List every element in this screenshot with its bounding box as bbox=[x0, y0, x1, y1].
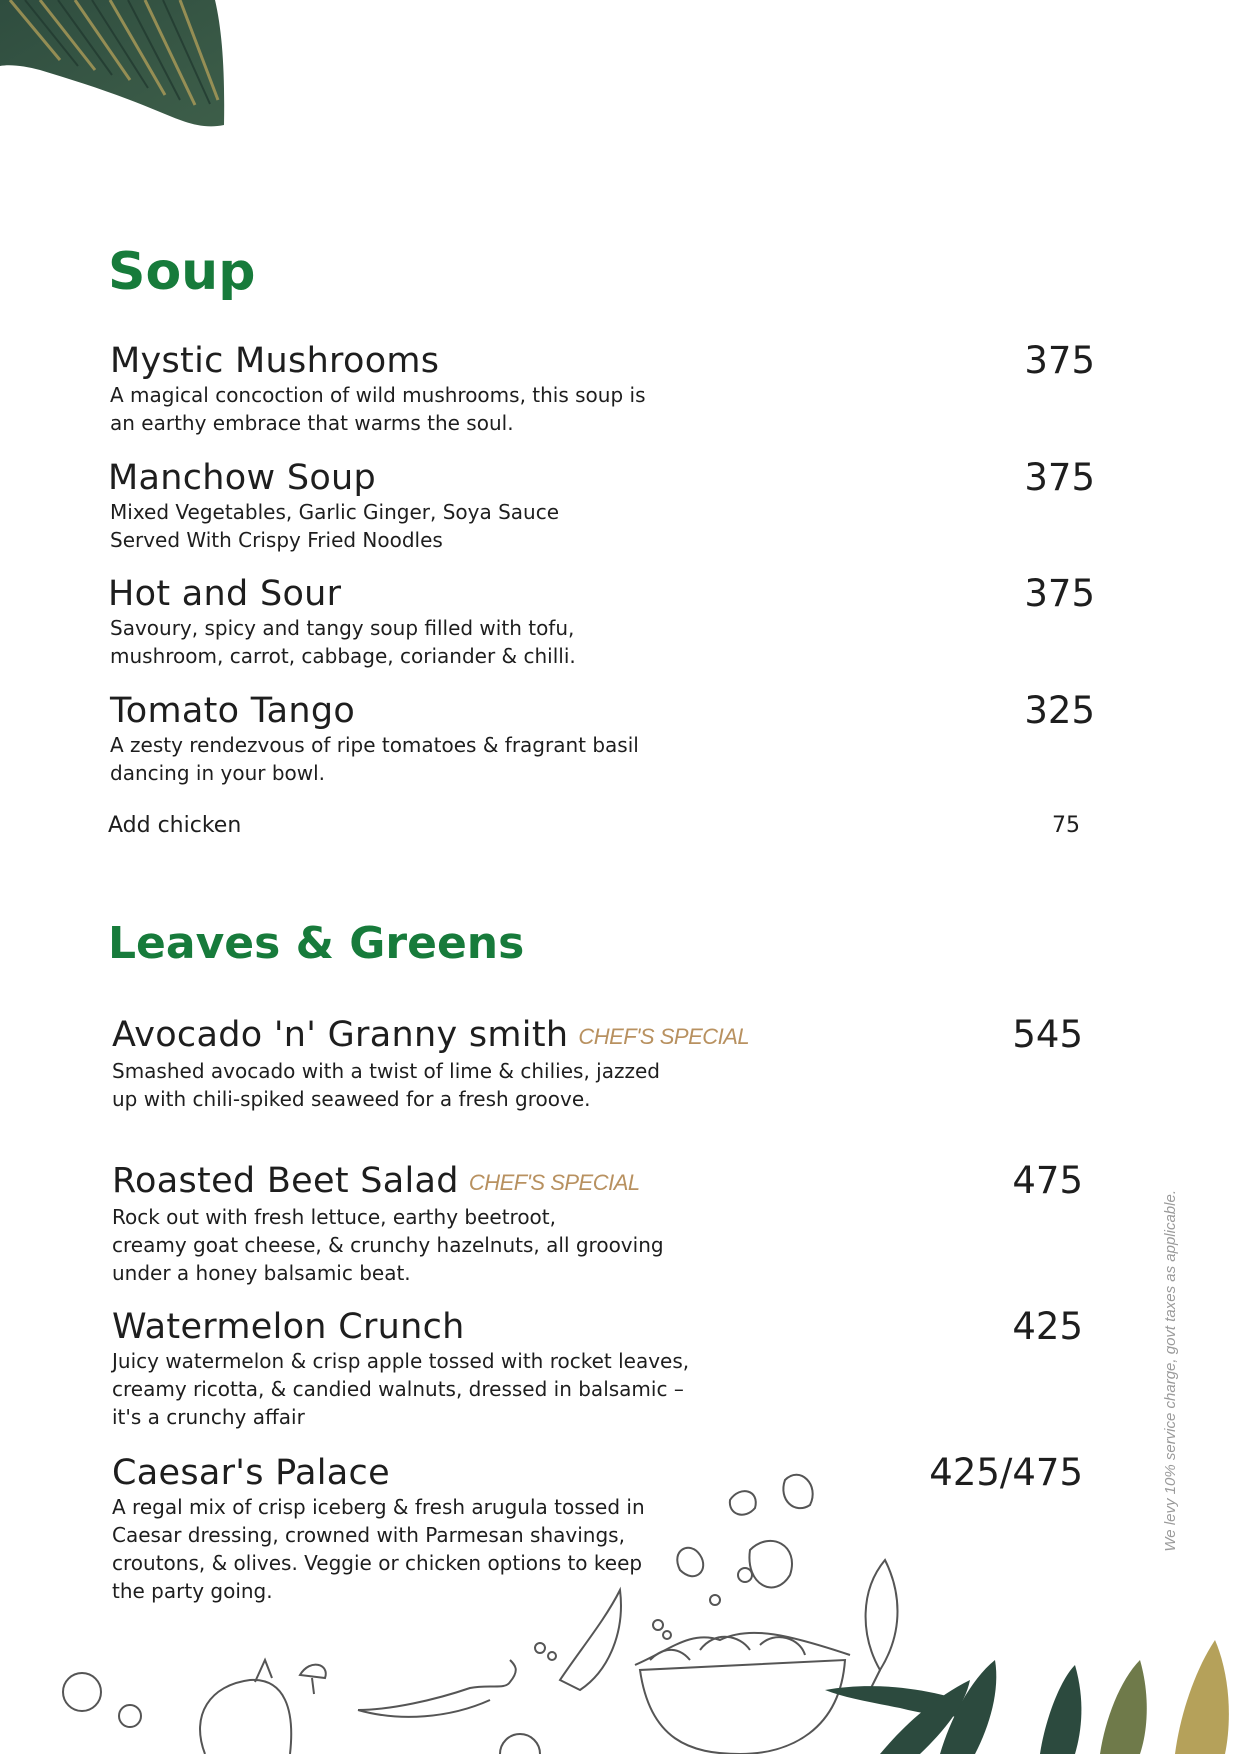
section-title-leaves-greens: Leaves & Greens bbox=[108, 918, 525, 969]
menu-item bbox=[110, 691, 1095, 787]
palm-leaf-top-left-icon bbox=[0, 0, 230, 135]
menu-item bbox=[108, 458, 1095, 554]
addon-name: Add chicken bbox=[108, 813, 242, 838]
service-charge-note: We levy 10% service charge, govt taxes as applicable. bbox=[1162, 1190, 1179, 1552]
item-description: A regal mix of crisp iceberg & fresh arugula tossed in Caesar dressing, crowned with Parmesan shavings, croutons, & olives. Veggie or chicken options to keep the party going. bbox=[112, 1495, 645, 1603]
item-description: A magical concoction of wild mushrooms, this soup is an earthy embrace that warms the soul. bbox=[110, 383, 646, 435]
chef-special-tag: CHEF'S SPECIAL bbox=[578, 1024, 750, 1049]
menu-item bbox=[112, 1307, 1083, 1431]
item-name: Watermelon Crunch bbox=[112, 1307, 465, 1347]
menu-item bbox=[110, 341, 1095, 437]
chef-special-tag: CHEF'S SPECIAL bbox=[468, 1170, 640, 1195]
item-price: 545 bbox=[1012, 1013, 1083, 1056]
item-description: Savoury, spicy and tangy soup filled with tofu, mushroom, carrot, cabbage, coriander & chilli. bbox=[110, 616, 576, 668]
item-price: 475 bbox=[1012, 1159, 1083, 1202]
item-price: 325 bbox=[1024, 689, 1095, 732]
addon-price: 75 bbox=[1052, 813, 1080, 838]
item-name: Hot and Sour bbox=[108, 574, 342, 614]
item-name: Tomato Tango bbox=[110, 691, 356, 731]
item-price: 375 bbox=[1024, 339, 1095, 382]
item-name: Mystic Mushrooms bbox=[110, 341, 440, 381]
item-name: Manchow Soup bbox=[108, 458, 377, 498]
item-price: 375 bbox=[1024, 456, 1095, 499]
menu-item bbox=[112, 1015, 1083, 1113]
item-description: Smashed avocado with a twist of lime & chilies, jazzed up with chili-spiked seaweed for a fresh groove. bbox=[112, 1059, 660, 1111]
addon-item bbox=[108, 811, 1080, 841]
item-price: 425 bbox=[1012, 1305, 1083, 1348]
item-description: Juicy watermelon & crisp apple tossed with rocket leaves, creamy ricotta, & candied walnuts, dressed in balsamic – it's a crunchy affair bbox=[112, 1349, 690, 1429]
menu-item bbox=[108, 574, 1095, 670]
menu-item bbox=[112, 1161, 1083, 1287]
section-title-soup: Soup bbox=[108, 242, 256, 302]
item-name: Avocado 'n' Granny smith CHEF'S SPECIAL bbox=[112, 1015, 750, 1055]
palm-leaf-bottom-right-icon bbox=[820, 1620, 1241, 1754]
item-name: Caesar's Palace bbox=[112, 1453, 390, 1493]
item-price: 375 bbox=[1024, 572, 1095, 615]
item-description: Mixed Vegetables, Garlic Ginger, Soya Sauce Served With Crispy Fried Noodles bbox=[110, 500, 560, 552]
item-description: Rock out with fresh lettuce, earthy beetroot, creamy goat cheese, & crunchy hazelnuts, all grooving under a honey balsamic beat. bbox=[112, 1205, 664, 1285]
item-price: 425/475 bbox=[929, 1451, 1083, 1494]
item-name: Roasted Beet Salad CHEF'S SPECIAL bbox=[112, 1161, 640, 1201]
item-description: A zesty rendezvous of ripe tomatoes & fragrant basil dancing in your bowl. bbox=[110, 733, 639, 785]
